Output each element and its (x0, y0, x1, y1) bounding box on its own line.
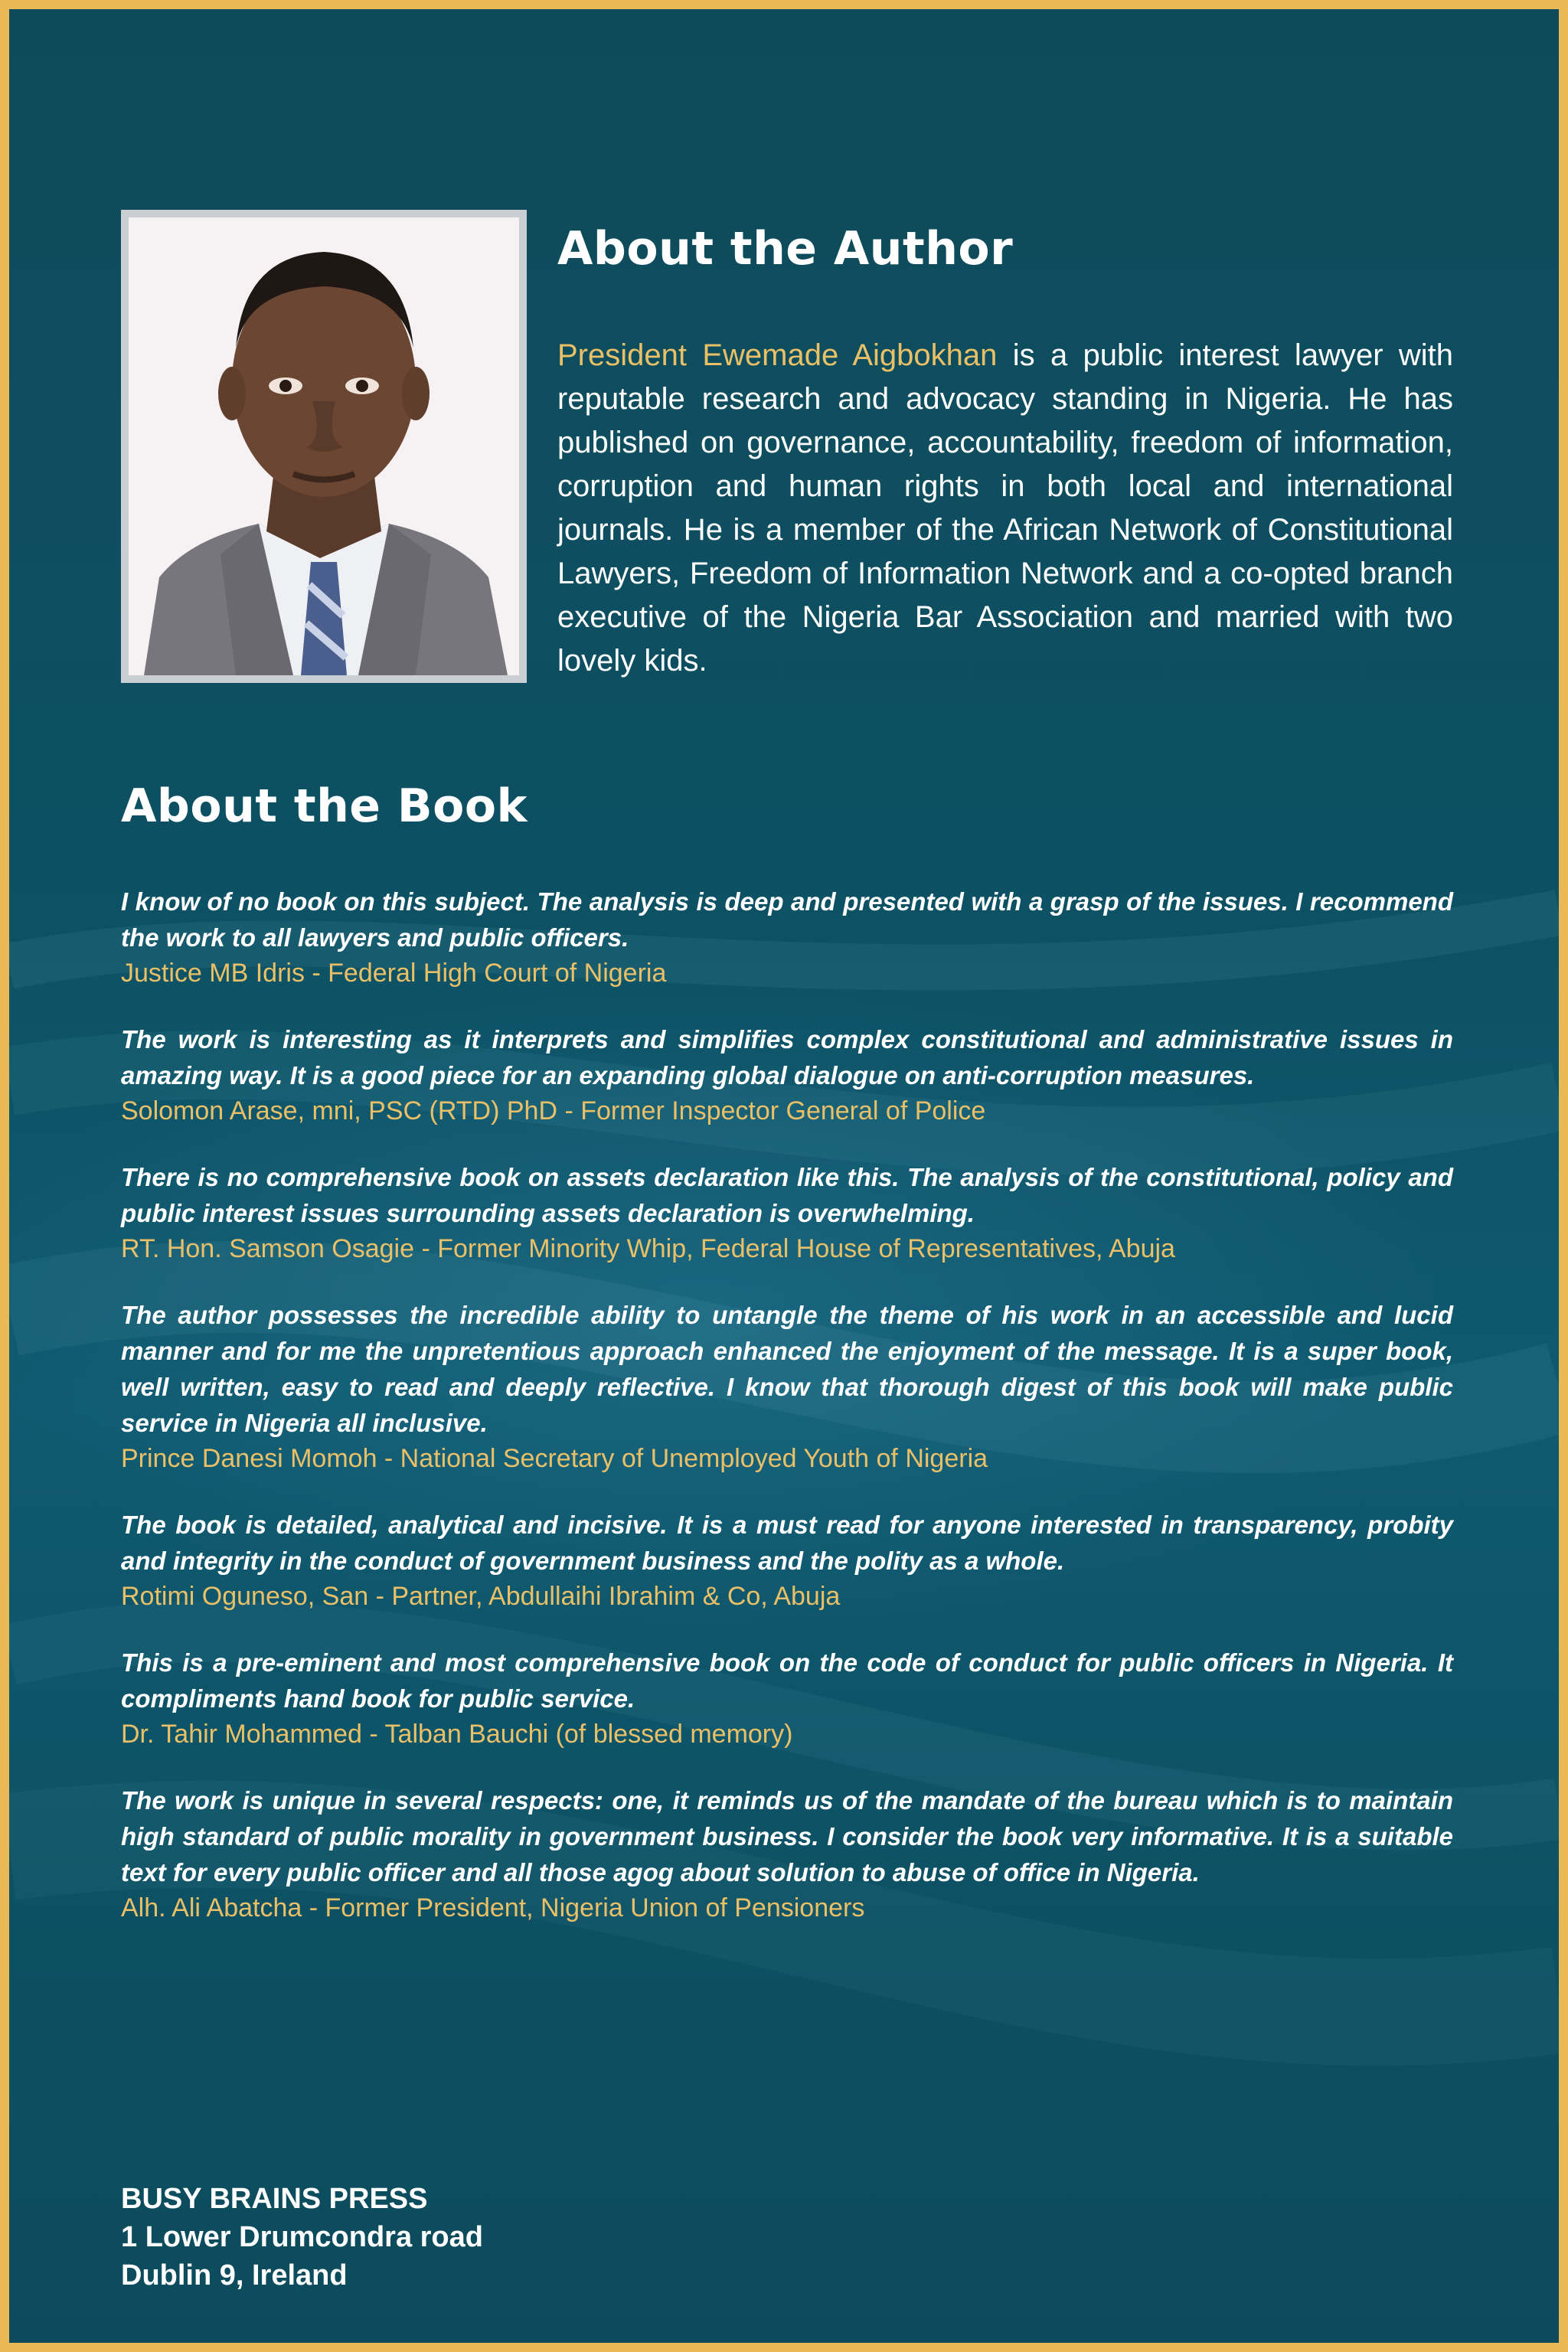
review-author: Solomon Arase, mni, PSC (RTD) PhD - Former Inspector General of Police (121, 1096, 986, 1125)
review-list (121, 884, 1453, 1956)
author-bio (557, 334, 1453, 683)
review-item (121, 1507, 1453, 1615)
author-portrait-illustration (129, 217, 519, 675)
review-author: Justice MB Idris - Federal High Court of Nigeria (121, 959, 667, 988)
publisher-address-line2: Dublin 9, Ireland (121, 2259, 348, 2292)
review-author: Prince Danesi Momoh - National Secretary of Unemployed Youth of Nigeria (121, 1444, 988, 1473)
review-quote: The book is detailed, analytical and incisive. It is a must read for anyone interested in transparency, probity and integrity in the conduct of government business and the polity as a whole. (121, 1511, 1453, 1575)
review-item (121, 1159, 1453, 1267)
review-item (121, 1645, 1453, 1753)
review-item (121, 1021, 1453, 1129)
publisher-address (121, 2180, 810, 2295)
author-bio-text: is a public interest lawyer with reputable research and advocacy standing in Nigeria. He has published on governance, accountability, freedom of information, corruption and human rights in both local and international journals. He is a member of the African Network of Constitutional Lawyers, Freedom of Information Network and a co-opted branch executive of the Nigeria Bar Association and married with two lovely kids. (557, 338, 1453, 678)
author-section-title: About the Author (557, 222, 1014, 276)
publisher-address-line1: 1 Lower Drumcondra road (121, 2221, 483, 2253)
review-item (121, 1782, 1453, 1926)
review-author: Rotimi Oguneso, San - Partner, Abdullaihi Ibrahim & Co, Abuja (121, 1582, 841, 1611)
review-author: Dr. Tahir Mohammed - Talban Bauchi (of blessed memory) (121, 1720, 793, 1749)
review-quote: The work is interesting as it interprets and simplifies complex constitutional and administrative issues in amazing way. It is a good piece for an expanding global dialogue on anti-corruption measures. (121, 1025, 1453, 1089)
book-section-title: About the Book (121, 779, 528, 833)
review-author: Alh. Ali Abatcha - Former President, Nigeria Union of Pensioners (121, 1893, 865, 1922)
review-author: RT. Hon. Samson Osagie - Former Minority Whip, Federal House of Representatives, Abuja (121, 1234, 1175, 1263)
review-quote: This is a pre-eminent and most comprehensive book on the code of conduct for public officers in Nigeria. It compliments hand book for public service. (121, 1648, 1453, 1713)
review-item (121, 1297, 1453, 1477)
publisher-name: BUSY BRAINS PRESS (121, 2183, 428, 2215)
author-photo (121, 210, 527, 683)
review-quote: The author possesses the incredible ability to untangle the theme of his work in an accessible and lucid manner and for me the unpretentious approach enhanced the enjoyment of the message. It is a super book, well written, easy to read and deeply reflective. I know that thorough digest of this book will make public service in Nigeria all inclusive. (121, 1301, 1453, 1437)
review-quote: I know of no book on this subject. The analysis is deep and presented with a grasp of the issues. I recommend the work to all lawyers and public officers. (121, 887, 1453, 952)
author-name: President Ewemade Aigbokhan (557, 338, 998, 372)
review-quote: The work is unique in several respects: one, it reminds us of the mandate of the bureau which is to maintain high standard of public morality in government business. I consider the book very informative. It is a suitable text for every public officer and all those agog about solution to abuse of office in Nigeria. (121, 1786, 1453, 1886)
review-quote: There is no comprehensive book on assets declaration like this. The analysis of the constitutional, policy and public interest issues surrounding assets declaration is overwhelming. (121, 1163, 1453, 1227)
review-item (121, 884, 1453, 991)
